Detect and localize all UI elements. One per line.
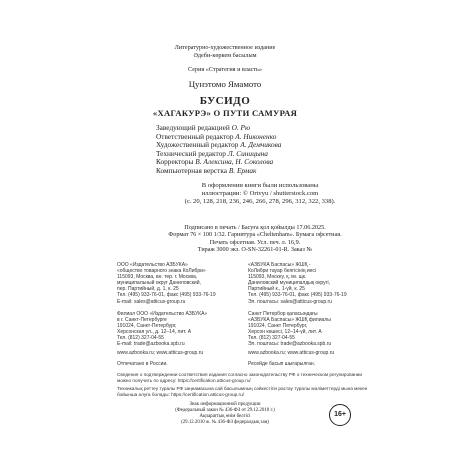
branch-ru — [117, 311, 243, 348]
print-line: Печать офсетная. Усл. печ. л. 16,9. — [209, 238, 301, 246]
address-line: E-mail: trade@azbooka.spb.ru — [117, 341, 185, 348]
address-line: Эл. поштасы: trade@azbooka.spb.ru — [248, 341, 332, 348]
address-line: Херсон көшесі, 12–14-үй, лит. А — [248, 329, 322, 336]
printed-kz — [248, 361, 374, 367]
credit-person: В. Алексина, Н. Соколова — [195, 157, 274, 167]
signed-date: Подписано в печать / Басуға қол қойылды 17.06.2025. — [184, 224, 326, 231]
address-line: «АЗБУКА Баспасы» ЖШҚ - — [248, 262, 311, 268]
credit-person: А. Демчикова — [240, 140, 282, 150]
address-line: 191024, Санкт-Петербург, — [117, 323, 177, 330]
address-line: 115093, Мәскеу, қ. ім. щк. — [248, 274, 307, 281]
address-line: Санкт Петербор қаласындағы — [248, 311, 318, 317]
printed-in: Отпечатано в России. — [117, 361, 168, 367]
publisher-kz — [248, 262, 374, 305]
address-line: «общество товарного знака КоЛибри» — [117, 268, 206, 275]
credit-person: Л. Синицына — [227, 148, 268, 158]
illustrations-pages: (с. 20, 128, 218, 236, 246, 266, 278, 296, 312, 322, 338). — [184, 198, 336, 205]
illustrations-line: иллюстрации: © Ortvyu / shutterstock.com — [201, 190, 319, 197]
website-link: www.azbooka.ru; www.atticus-group.ru — [117, 350, 204, 356]
footer-line: Ақпараттық өнім белгісі — [199, 414, 251, 419]
credit-line — [156, 167, 356, 176]
certification-ru: Сведения о подтверждении соответствия издания согласно законодательству РФ о техническом регулировании можно получить по адресу: https://certification.atticus-group.ru/ — [117, 372, 363, 383]
credit-person: О. Рю — [231, 123, 251, 132]
format-line: Формат 76 × 100 1/32. Гарнитура «Cheltenham». Бумага офсетная. — [168, 231, 342, 239]
address-line: в г. Санкт-Петербурге — [117, 317, 167, 324]
credit-role: Заведующий редакцией — [156, 123, 230, 132]
address-line: Тел. (495) 933-76-01, факс (495) 933-76-19 — [117, 292, 216, 299]
address-line: Филиал ООО «Издательство АЗБУКА» — [117, 311, 208, 317]
certification-kz: Техникалық реттеу туралы РФ заңнамасына сай басылымның сәйкестігін растау туралы мәліметтерді мына мекен бойынша алуға болады: https://certification.atticus-group.ru/ — [117, 386, 368, 397]
illustrations-note — [160, 182, 360, 206]
address-line: Эл. поштасы: sales@atticus-group.ru — [248, 298, 332, 305]
branch-kz — [248, 311, 374, 348]
info-product-note — [140, 402, 310, 426]
publisher-ru — [117, 262, 243, 305]
web-kz — [248, 350, 374, 356]
web-ru — [117, 350, 243, 356]
edition-type: Литературно-художественное издание — [174, 44, 276, 51]
address-line: пер. Партийный, д. 1, к. 25 — [117, 286, 179, 293]
footer-line: Знак информационной продукции — [189, 402, 261, 407]
address-line: ООО «Издательство АЗБУКА» — [117, 262, 188, 268]
address-line: Тел. (495) 933-76-01, факс (495) 933-76-19 — [248, 292, 347, 299]
address-line: Херсонская ул., д. 12–14, лит. А — [117, 329, 192, 336]
edition-type-kz: Әдеби-көркем басылым — [193, 52, 257, 59]
run-line: Тираж 3000 экз. O-SN-32261-01-R. Заказ № — [197, 246, 313, 254]
book-title: БУСИДО — [199, 95, 251, 107]
author-name: Цунэтомо Ямамото — [188, 79, 262, 89]
printed-in: Ресейде басып шығарылған. — [248, 361, 316, 367]
credit-role: Корректоры — [156, 157, 194, 167]
age-rating-badge: 16+ — [329, 404, 351, 426]
credit-person: В. Ермак — [228, 165, 257, 175]
book-subtitle: «ХАГАКУРЭ» О ПУТИ САМУРАЯ — [152, 108, 298, 118]
credit-role: Компьютерная верстка — [156, 165, 228, 175]
address-line: 191024, Санкт Петербург, — [248, 323, 308, 330]
printed-ru — [117, 361, 243, 367]
website-link: www.azbooka.ru; www.atticus-group.ru — [248, 350, 335, 356]
footer-line: (Федеральный закон № 436-ФЗ от 29.12.2010 г.) — [175, 408, 275, 413]
address-line: Даниловский муниципалдық округі, — [248, 280, 330, 287]
address-line: Партийный к., 1-үй, к. 25 — [248, 286, 305, 293]
credit-role: Художественный редактор — [156, 140, 239, 150]
credit-person: А. Никоненко — [235, 131, 277, 141]
address-line: муниципальный округ Даниловский, — [117, 280, 201, 287]
address-line: E-mail: sales@atticus-group.ru — [117, 298, 186, 305]
address-line: «АЗБУКА Баспасы» ЖШҚ филиалы — [248, 317, 331, 324]
address-line: Тел. (812) 327-04-55 — [117, 335, 164, 342]
series-name: Серия «Стратегия и власть» — [188, 66, 262, 73]
address-line: Тел. (812) 327-04-55 — [248, 335, 295, 342]
credits-list — [156, 124, 356, 176]
footer-line: (29.12.2010 ж. № 436-ФЗ федералдық заң) — [181, 420, 269, 425]
illustrations-line: В оформлении книги были использованы — [201, 182, 319, 189]
credit-role: Ответственный редактор — [156, 131, 234, 141]
credit-role: Технический редактор — [156, 148, 226, 158]
address-line: КоЛибри тауар белгісінің иесі — [248, 268, 317, 275]
print-imprint — [150, 224, 360, 254]
address-line: 115093, Москва, вн. тер. г. Москва, — [117, 274, 198, 281]
